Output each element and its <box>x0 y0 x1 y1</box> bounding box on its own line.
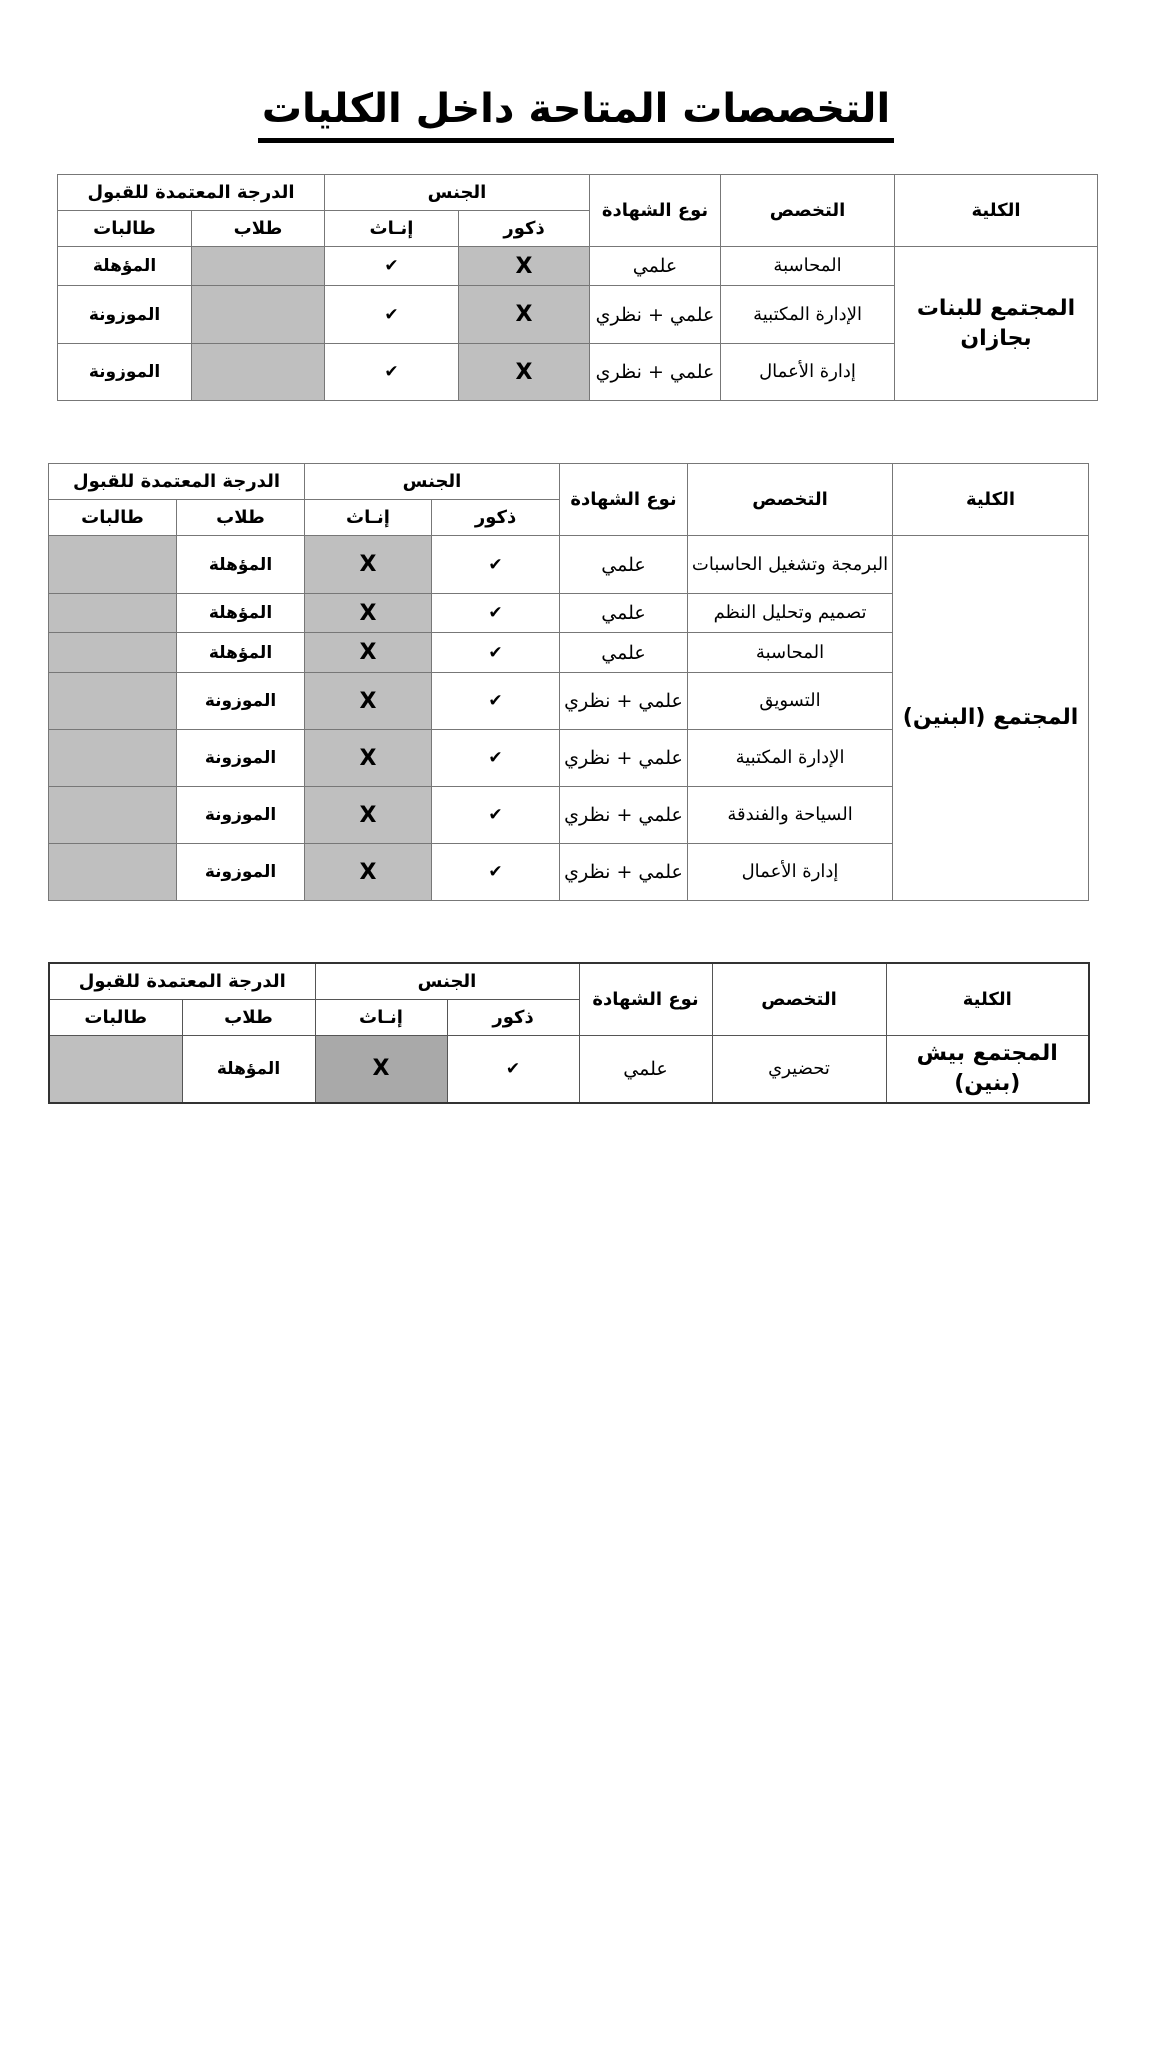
specialization-cell: إدارة الأعمال <box>721 344 895 401</box>
male-check-icon: ✔ <box>432 730 560 787</box>
header-female-students: طالبات <box>58 211 192 247</box>
male-grade-empty-cell <box>192 286 325 344</box>
male-check-icon: ✔ <box>432 787 560 844</box>
certificate-cell: علمي + نظري <box>590 344 721 401</box>
female-cross-mark: X <box>305 787 432 844</box>
female-cross-mark: X <box>305 633 432 673</box>
certificate-cell: علمي + نظري <box>590 286 721 344</box>
page-title <box>0 82 1152 143</box>
female-grade-empty-cell <box>49 536 177 594</box>
header-male-students: طلاب <box>192 211 325 247</box>
table-row <box>49 536 1089 594</box>
specialization-cell: الإدارة المكتبية <box>721 286 895 344</box>
certificate-cell: علمي <box>560 594 688 633</box>
female-check-icon: ✔ <box>325 344 459 401</box>
header-college: الكلية <box>886 963 1089 1035</box>
college-name: المجتمع للبنات بجازان <box>895 247 1098 401</box>
college-name: المجتمع (البنين) <box>893 536 1089 901</box>
specialization-cell: الإدارة المكتبية <box>688 730 893 787</box>
female-grade-empty-cell <box>49 633 177 673</box>
male-grade-cell: المؤهلة <box>177 594 305 633</box>
female-cross-mark: X <box>305 594 432 633</box>
female-grade-empty-cell <box>49 594 177 633</box>
header-male-students: طلاب <box>177 500 305 536</box>
header-college: الكلية <box>895 175 1098 247</box>
male-grade-cell: الموزونة <box>177 673 305 730</box>
male-check-icon: ✔ <box>432 633 560 673</box>
female-cross-mark: X <box>305 730 432 787</box>
male-grade-cell: الموزونة <box>177 730 305 787</box>
header-admission-grade: الدرجة المعتمدة للقبول <box>49 464 305 500</box>
female-cross-mark: X <box>305 673 432 730</box>
specialization-cell: التسويق <box>688 673 893 730</box>
college-name: المجتمع بيش (بنين) <box>886 1035 1089 1103</box>
header-female: إنـاث <box>315 999 447 1035</box>
female-grade-empty-cell <box>49 730 177 787</box>
header-male: ذكور <box>432 500 560 536</box>
male-grade-cell: الموزونة <box>177 844 305 901</box>
male-check-icon: ✔ <box>432 844 560 901</box>
male-grade-cell: المؤهلة <box>177 633 305 673</box>
male-check-icon: ✔ <box>432 536 560 594</box>
header-specialization: التخصص <box>721 175 895 247</box>
certificate-cell: علمي + نظري <box>560 844 688 901</box>
specialization-cell: تصميم وتحليل النظم <box>688 594 893 633</box>
header-admission-grade: الدرجة المعتمدة للقبول <box>49 963 315 999</box>
specializations-table-boys <box>48 463 1089 901</box>
table-row <box>49 1035 1089 1103</box>
certificate-cell: علمي <box>560 633 688 673</box>
male-grade-cell: المؤهلة <box>182 1035 315 1103</box>
specialization-cell: المحاسبة <box>688 633 893 673</box>
specialization-cell: تحضيري <box>712 1035 886 1103</box>
header-female: إنـاث <box>305 500 432 536</box>
header-male: ذكور <box>447 999 579 1035</box>
certificate-cell: علمي + نظري <box>560 787 688 844</box>
male-grade-cell: المؤهلة <box>177 536 305 594</box>
header-female: إنـاث <box>325 211 459 247</box>
male-check-icon: ✔ <box>432 594 560 633</box>
specialization-cell: البرمجة وتشغيل الحاسبات <box>688 536 893 594</box>
header-certificate-type: نوع الشهادة <box>560 464 688 536</box>
male-check-icon: ✔ <box>432 673 560 730</box>
male-cross-mark: X <box>459 247 590 286</box>
female-cross-mark: X <box>315 1035 447 1103</box>
header-admission-grade: الدرجة المعتمدة للقبول <box>58 175 325 211</box>
specialization-cell: إدارة الأعمال <box>688 844 893 901</box>
header-female-students: طالبات <box>49 500 177 536</box>
female-check-icon: ✔ <box>325 247 459 286</box>
certificate-cell: علمي <box>590 247 721 286</box>
table-row <box>58 247 1098 286</box>
female-grade-cell: الموزونة <box>58 286 192 344</box>
specialization-cell: المحاسبة <box>721 247 895 286</box>
header-gender: الجنس <box>325 175 590 211</box>
certificate-cell: علمي <box>579 1035 712 1103</box>
male-check-icon: ✔ <box>447 1035 579 1103</box>
page-title-text: التخصصات المتاحة داخل الكليات <box>258 82 894 143</box>
male-cross-mark: X <box>459 286 590 344</box>
specializations-table-girls-jazan <box>57 174 1098 401</box>
female-grade-cell: الموزونة <box>58 344 192 401</box>
female-grade-empty-cell <box>49 844 177 901</box>
female-grade-empty-cell <box>49 1035 182 1103</box>
header-male-students: طلاب <box>182 999 315 1035</box>
certificate-cell: علمي + نظري <box>560 673 688 730</box>
header-college: الكلية <box>893 464 1089 536</box>
female-check-icon: ✔ <box>325 286 459 344</box>
header-female-students: طالبات <box>49 999 182 1035</box>
male-grade-empty-cell <box>192 247 325 286</box>
header-certificate-type: نوع الشهادة <box>579 963 712 1035</box>
certificate-cell: علمي <box>560 536 688 594</box>
specialization-cell: السياحة والفندقة <box>688 787 893 844</box>
male-grade-empty-cell <box>192 344 325 401</box>
male-cross-mark: X <box>459 344 590 401</box>
female-cross-mark: X <box>305 536 432 594</box>
specializations-table-baish-boys <box>48 962 1090 1104</box>
certificate-cell: علمي + نظري <box>560 730 688 787</box>
header-certificate-type: نوع الشهادة <box>590 175 721 247</box>
male-grade-cell: الموزونة <box>177 787 305 844</box>
header-specialization: التخصص <box>688 464 893 536</box>
header-male: ذكور <box>459 211 590 247</box>
female-grade-cell: المؤهلة <box>58 247 192 286</box>
header-specialization: التخصص <box>712 963 886 1035</box>
header-gender: الجنس <box>315 963 579 999</box>
female-grade-empty-cell <box>49 673 177 730</box>
female-cross-mark: X <box>305 844 432 901</box>
header-gender: الجنس <box>305 464 560 500</box>
female-grade-empty-cell <box>49 787 177 844</box>
